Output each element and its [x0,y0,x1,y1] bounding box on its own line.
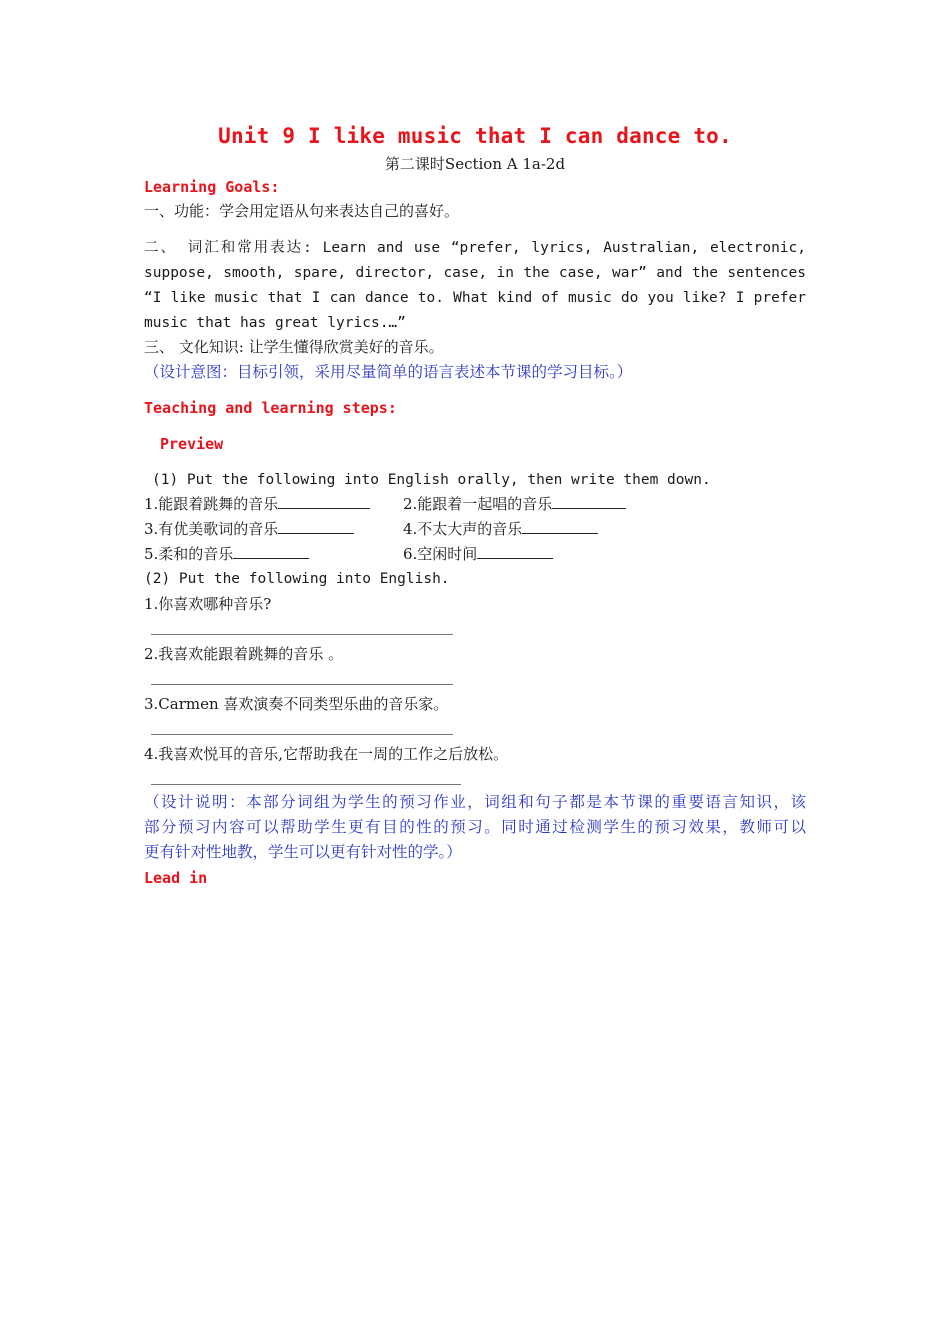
goal-vocabulary-line: music that has great lyrics.…” [144,315,406,331]
phrase-item [403,542,553,567]
phrase-item-text: 1.能跟着跳舞的音乐 [144,495,279,513]
goal-vocabulary [144,236,806,336]
goal-culture: 三、 文化知识: 让学生懂得欣赏美好的音乐。 [144,338,444,356]
answer-blank[interactable] [278,532,354,534]
answer-line[interactable] [151,684,453,685]
preview-heading: Preview [160,435,224,453]
design-explanation-note [144,790,806,865]
design-intent-note: （设计意图：目标引领，采用尽量简单的语言表述本节课的学习目标。） [144,363,633,381]
goal-vocabulary-line: suppose, smooth, spare, director, case, in the case, war” and the sentences [144,265,806,281]
phrase-item [403,492,626,517]
phrase-item-text: 6.空闲时间 [403,545,478,563]
design-explanation-line: 更有针对性地教，学生可以更有针对性的学。） [144,843,462,861]
answer-blank[interactable] [278,507,370,509]
phrase-item-text: 3.有优美歌词的音乐 [144,520,279,538]
phrase-item-text: 4.不太大声的音乐 [403,520,523,538]
design-explanation-line: （设计说明：本部分词组为学生的预习作业，词组和句子都是本节课的重要语言知识，该 [144,793,806,811]
phrase-item-text: 2.能跟着一起唱的音乐 [403,495,553,513]
goal-vocabulary-line: 二、 词汇和常用表达: Learn and use “prefer, lyrics, Australian, electronic, [144,240,806,256]
sentence-item: 1.你喜欢哪种音乐? [144,595,272,613]
document-title: Unit 9 I like music that I can dance to. [218,124,732,148]
answer-line[interactable] [151,634,453,635]
sentence-item: 3.Carmen 喜欢演奏不同类型乐曲的音乐家。 [144,695,449,713]
goal-function: 一、功能：学会用定语从句来表达自己的喜好。 [144,202,460,220]
answer-blank[interactable] [552,507,626,509]
lead-in-heading: Lead in [144,869,208,887]
answer-line[interactable] [151,784,461,785]
answer-line[interactable] [151,734,453,735]
phrase-item-text: 5.柔和的音乐 [144,545,234,563]
part1-instruction: (1) Put the following into English orally, then write them down. [152,472,711,488]
phrase-item [403,517,598,542]
answer-blank[interactable] [233,557,309,559]
answer-blank[interactable] [477,557,553,559]
phrase-item [144,542,309,567]
document-subtitle: 第二课时Section A 1a-2d [384,155,566,173]
answer-blank[interactable] [522,532,598,534]
sentence-item: 2.我喜欢能跟着跳舞的音乐 。 [144,645,344,663]
phrase-item [144,517,354,542]
learning-goals-heading: Learning Goals: [144,178,280,196]
part2-instruction: (2) Put the following into English. [144,571,450,587]
phrase-item [144,492,370,517]
teaching-steps-heading: Teaching and learning steps: [144,399,397,417]
goal-vocabulary-line: “I like music that I can dance to. What kind of music do you like? I prefer [144,290,806,306]
design-explanation-line: 部分预习内容可以帮助学生更有目的性的预习。同时通过检测学生的预习效果，教师可以 [144,818,806,836]
sentence-item: 4.我喜欢悦耳的音乐,它帮助我在一周的工作之后放松。 [144,745,509,763]
